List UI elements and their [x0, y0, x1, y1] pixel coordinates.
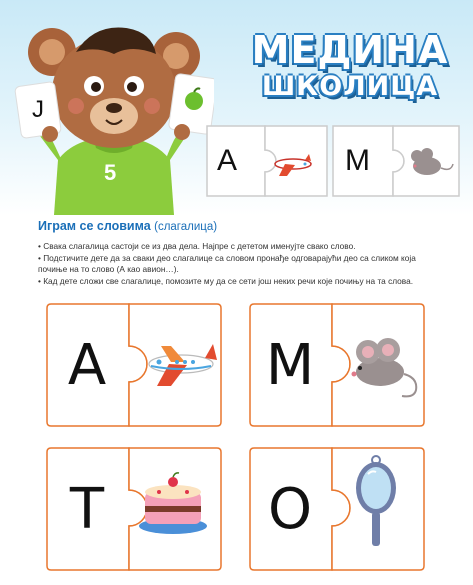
instruction-3: • Кад дете сложи све слагалице, помозите му да се сети још неких речи које почињу на та слова. [38, 276, 413, 286]
instruction-1: • Свака слагалица састоји се из два дела. Најпре с дететом именујте свако слово. [38, 241, 356, 251]
title-line-2: ШКОЛИЦА [261, 71, 439, 102]
puzzle-letter: Т [69, 476, 105, 542]
puzzle-letter: М [265, 332, 315, 398]
mini-letter-a: А [217, 144, 238, 177]
airplane-icon [129, 302, 223, 428]
section-heading-text: Играм се словима [38, 219, 151, 233]
mini-puzzle-m [331, 124, 461, 198]
mirror-icon [332, 446, 426, 572]
mouse-icon [332, 302, 426, 428]
cake-icon [129, 446, 223, 572]
shirt-number: 5 [104, 160, 117, 185]
instructions [38, 241, 438, 288]
mini-letter-m: М [345, 144, 370, 177]
section-heading-sub: (слагалица) [154, 221, 218, 233]
puzzle-card-m[interactable] [248, 302, 426, 428]
bear-illustration [14, 10, 214, 215]
bear-card-letter: Ј [32, 96, 44, 123]
puzzle-card-t[interactable] [45, 446, 223, 572]
instruction-2: • Подстичите дете да за сваки део слагалице са словом пронађе одговарајући део са сликом која почиње на то слово (А као авион…). [38, 253, 416, 274]
puzzle-card-o[interactable] [248, 446, 426, 572]
section-heading [38, 219, 217, 233]
puzzle-card-a[interactable] [45, 302, 223, 428]
title [236, 30, 464, 102]
puzzle-letter: А [67, 332, 107, 398]
puzzle-letter: О [267, 476, 313, 542]
mini-puzzle-a [205, 124, 329, 198]
title-line-1: МЕДИНА [251, 28, 449, 72]
